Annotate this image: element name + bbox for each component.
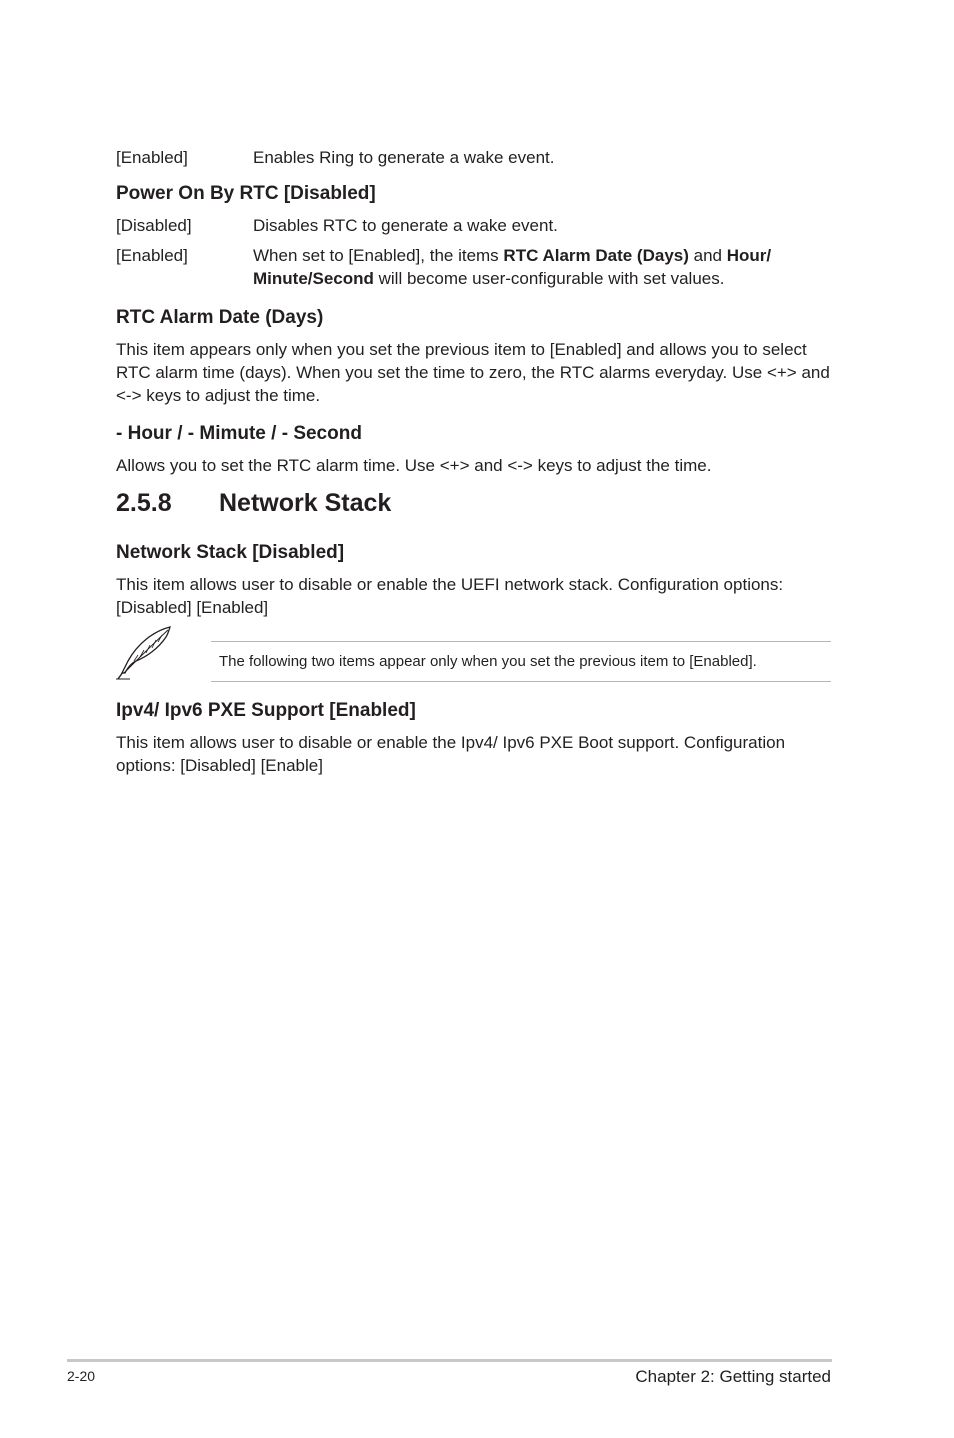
hour-minute-second-text: Allows you to set the RTC alarm time. Use <+> and <-> keys to adjust the time.: [116, 456, 712, 475]
network-stack-heading: Network Stack [Disabled]: [116, 542, 345, 563]
option-key-disabled: [Disabled]: [116, 216, 192, 235]
section-number: 2.5.8: [116, 489, 172, 517]
rtc-alarm-date-text: This item appears only when you set the previous item to [Enabled] and allows you to select RTC alarm time (days). When you set the time to zero, the RTC alarms everyday. Use <+> and <-> keys to adjust the time.: [116, 340, 830, 405]
quill-pen-icon: [114, 625, 174, 681]
note-text: The following two items appear only when you set the previous item to [Enabled].: [219, 653, 757, 670]
note-top-divider: [211, 641, 831, 642]
chapter-label: Chapter 2: Getting started: [635, 1367, 831, 1386]
option-key-enabled: [Enabled]: [116, 148, 188, 167]
pxe-support-heading: Ipv4/ Ipv6 PXE Support [Enabled]: [116, 700, 416, 721]
section-title: Network Stack: [219, 489, 392, 517]
rtc-alarm-date-heading: RTC Alarm Date (Days): [116, 307, 324, 328]
option-description: Disables RTC to generate a wake event.: [253, 216, 558, 235]
power-on-by-rtc-heading: Power On By RTC [Disabled]: [116, 183, 376, 204]
network-stack-text: This item allows user to disable or enable the UEFI network stack. Configuration options: [Disabled] [Enabled]: [116, 575, 784, 617]
hour-minute-second-heading: - Hour / - Mimute / - Second: [116, 423, 362, 444]
note-bottom-divider: [211, 681, 831, 682]
option-description: Enables Ring to generate a wake event.: [253, 148, 555, 167]
option-key-enabled: [Enabled]: [116, 246, 188, 265]
footer-divider: [67, 1359, 832, 1362]
page-number: 2-20: [67, 1368, 96, 1384]
option-description: When set to [Enabled], the items RTC Alarm Date (Days) and Hour/ Minute/Second will become user-configurable with set values.: [253, 246, 772, 288]
pxe-support-text: This item allows user to disable or enable the Ipv4/ Ipv6 PXE Boot support. Configuration options: [Disabled] [Enable]: [116, 733, 786, 775]
